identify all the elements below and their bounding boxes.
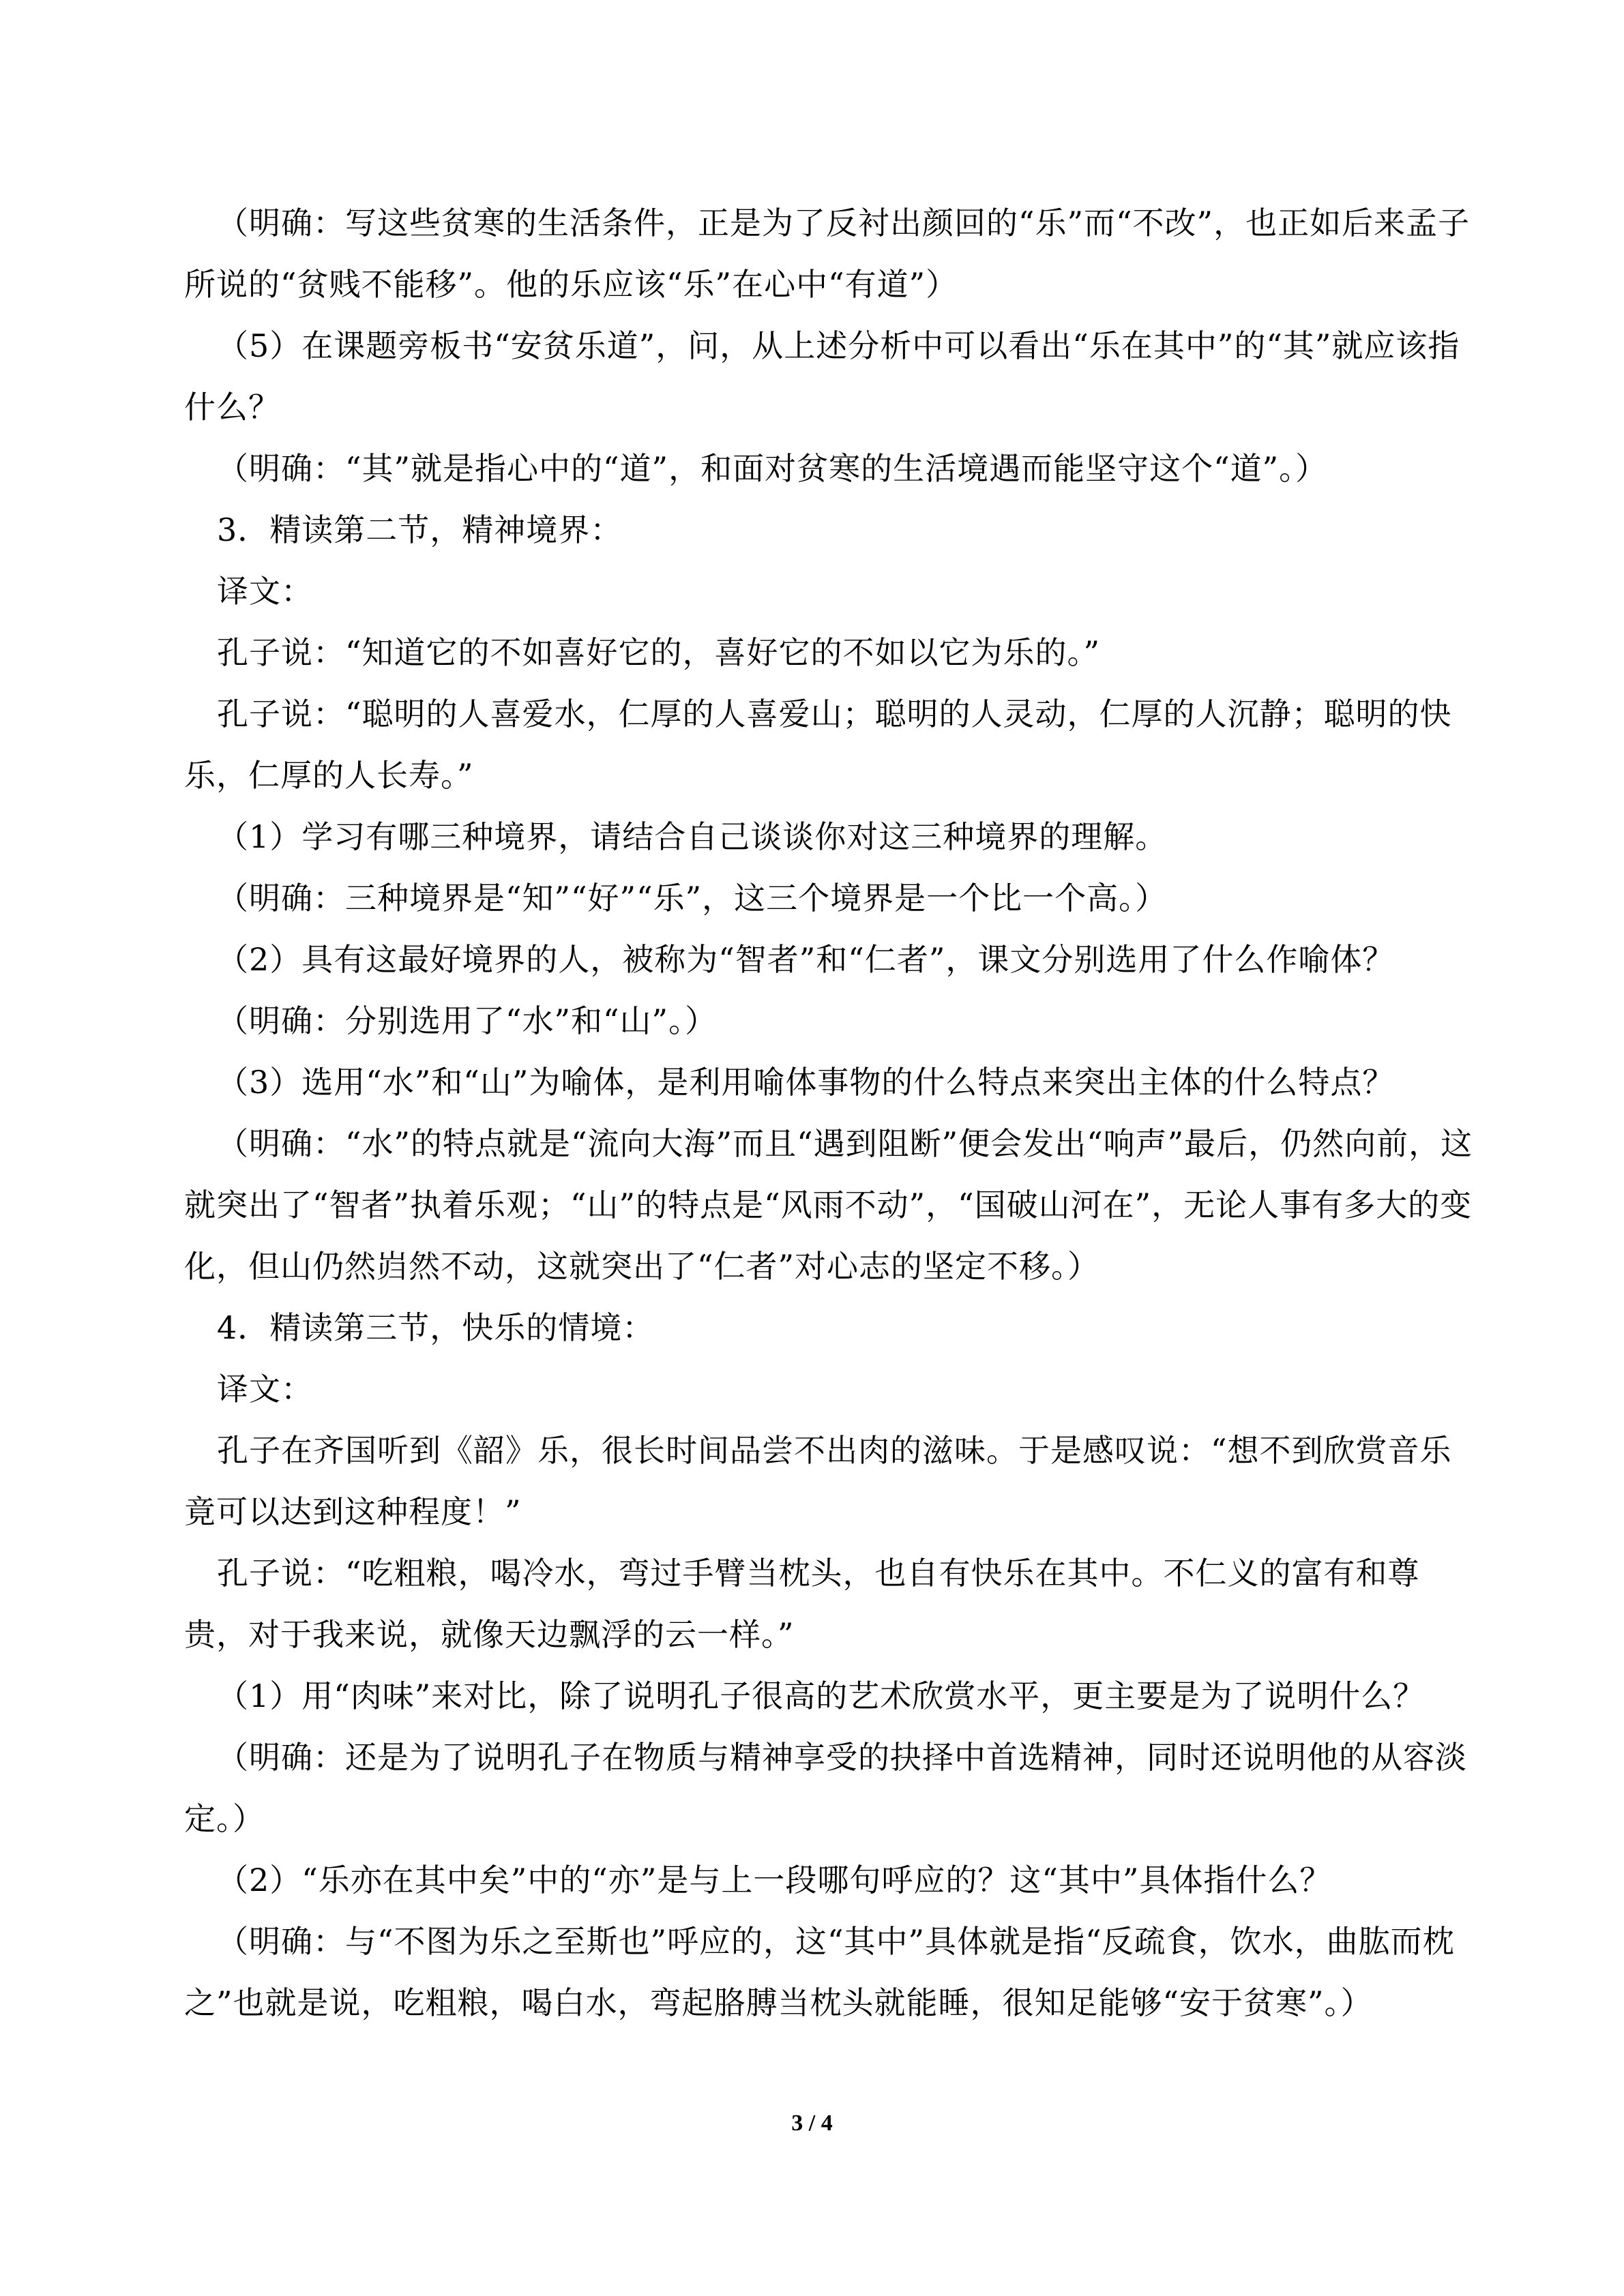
translation-label: 译文：	[217, 573, 313, 610]
paragraph: （5）在课题旁板书“安贫乐道”，问，从上述分析中可以看出“乐在其中”的“其”就应该指什么？	[184, 327, 1460, 426]
paragraph: （明确：写这些贫寒的生活条件，正是为了反衬出颜回的“乐”而“不改”，也正如后来孟子所说的“贫贱不能移”。他的乐应该“乐”在心中“有道”）	[184, 205, 1471, 303]
question: （1）学习有哪三种境界，请结合自己谈谈你对这三种境界的理解。	[217, 818, 1168, 855]
paragraph: 孔子在齐国听到《韶》乐，很长时间品尝不出肉的滋味。于是感叹说：“想不到欣赏音乐竟可以达到这种程度！”	[184, 1432, 1452, 1530]
translation-label: 译文：	[217, 1371, 313, 1407]
section-heading: 4．精读第三节，快乐的情境：	[217, 1309, 655, 1346]
page-number: 3 / 4	[791, 2111, 833, 2136]
paragraph: 孔子说：“吃粗粮，喝冷水，弯过手臂当枕头，也自有快乐在其中。不仁义的富有和尊贵，对于我来说，就像天边飘浮的云一样。”	[184, 1555, 1420, 1653]
answer: （明确：分别选用了“水”和“山”。）	[217, 1002, 718, 1039]
question: （1）用“肉味”来对比，除了说明孔子很高的艺术欣赏水平，更主要是为了说明什么？	[217, 1678, 1426, 1714]
section-heading: 3．精读第二节，精神境界：	[217, 511, 623, 548]
answer: （明确：与“不图为乐之至斯也”呼应的，这“其中”具体就是指“反疏食，饮水，曲肱而枕之”也就是说，吃粗粮，喝白水，弯起胳膊当枕头就能睡，很知足能够“安于贫寒”。）	[184, 1923, 1455, 2021]
paragraph: 孔子说：“聪明的人喜爱水，仁厚的人喜爱山；聪明的人灵动，仁厚的人沉静；聪明的快乐，仁厚的人长寿。”	[184, 696, 1452, 794]
paragraph: 孔子说：“知道它的不如喜好它的，喜好它的不如以它为乐的。”	[217, 634, 1101, 671]
document-body	[184, 192, 1477, 2033]
question: （2）“乐亦在其中矣”中的“亦”是与上一段哪句呼应的？这“其中”具体指什么？	[217, 1862, 1332, 1898]
answer: （明确：“水”的特点就是“流向大海”而且“遇到阻断”便会发出“响声”最后，仍然向前，这就突出了“智者”执着乐观；“山”的特点是“风雨不动”，“国破山河在”，无论人事有多大的变化，但山仍然岿然不动，这就突出了“仁者”对心志的坚定不移。）	[184, 1125, 1473, 1285]
paragraph: （明确：“其”就是指心中的“道”，和面对贫寒的生活境遇而能坚守这个“道”。）	[217, 450, 1328, 487]
question: （2）具有这最好境界的人，被称为“智者”和“仁者”，课文分别选用了什么作喻体？	[217, 941, 1395, 978]
answer: （明确：三种境界是“知”“好”“乐”，这三个境界是一个比一个高。）	[217, 880, 1168, 916]
answer: （明确：还是为了说明孔子在物质与精神享受的抉择中首选精神，同时还说明他的从容淡定。）	[184, 1739, 1467, 1837]
question: （3）选用“水”和“山”为喻体，是利用喻体事物的什么特点来突出主体的什么特点？	[217, 1064, 1395, 1101]
